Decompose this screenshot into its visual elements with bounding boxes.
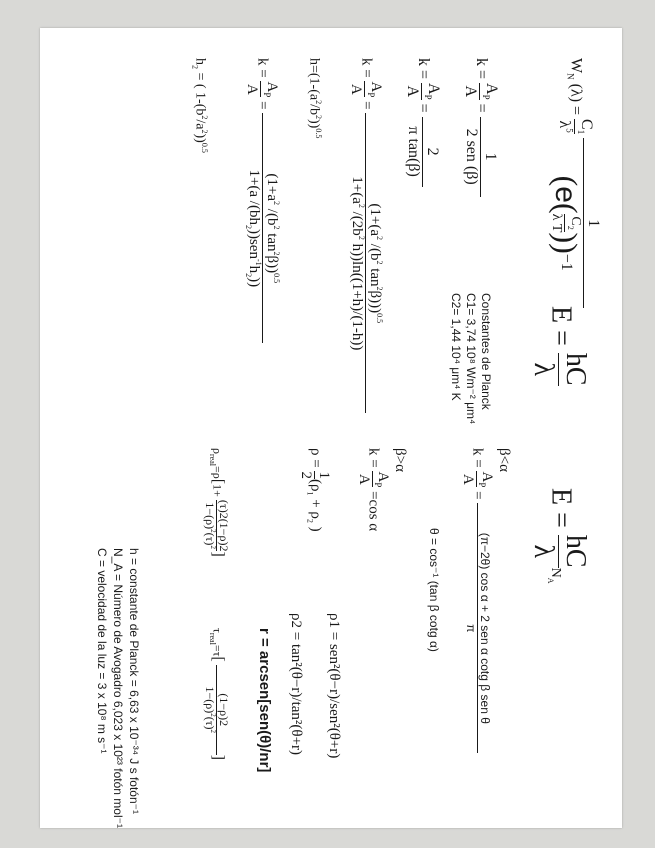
def-planck-constant: h = constante de Planck = 6,63 x 10⁻³⁴ J s fotón⁻¹ (127, 548, 141, 814)
h2-definition: $h_2$ = ( $1-(b^2/a^2))^{0.5}$ (190, 58, 209, 153)
planck-c2: C2= 1,44 10⁴ μm⁴ K (449, 293, 463, 401)
k-beta-less-alpha: β<α $k = A_P$ A = (π−2θ) cos α + 2 sen α cotg β sen θ π (459, 448, 512, 753)
planck-constants-title: Constantes de Planck (479, 293, 493, 410)
k-formula-sen: $k = A_P$ A = 1 2 sen (β) (461, 58, 500, 197)
k-beta-greater-alpha: β>α $k = A_P$ A =cos α (355, 448, 408, 532)
theta-definition: θ = cos⁻¹ (tan β cotg α) (427, 528, 441, 652)
k-formula-arcsen: $k = A_P$ $A = (1+a^2$ $/(b^2$ $\tan^2\beta))^{0.5}$ 1+(a $/(bh_2))sen^{-1}h_2$)) (244, 58, 280, 343)
refraction-formula: r = arcsen[sen(θ)/nr] (256, 628, 273, 773)
k-formula-tan: $k = A_P$ A = 2 π tan(β) (403, 58, 442, 187)
molar-energy-formula: E = hC $\lambda N_A$ (528, 488, 591, 584)
k-formula-ln: $k = A_P$ $A = (1+(a^2$ $/(b^2$ $\tan^2\beta)))^{0.5}$ $1+(a^2$ $/(2b^2$ h))ln((1+h)/(1-h)) (348, 58, 384, 413)
document-page (40, 28, 622, 828)
rho2-formula: ρ2 = tan²(θ−r)/tan²(θ+r) (288, 613, 304, 756)
planck-law-formula: $W_N$ $(\lambda) = C_1$ $\lambda^5$ 1 ($e(C_2$ λ T))−1 (548, 58, 602, 308)
planck-c1: C1= 3,74 10⁸ Wm⁻² μm⁴ (464, 293, 478, 425)
h-definition: $h=(1-(a^2/b^2))^{0.5}$ (306, 58, 323, 139)
def-avogadro: N_A = Número de Avogadro 6,023 x 10²³ fotón mol⁻¹ (111, 548, 125, 828)
rho-average-formula: ρ = 1 $2(\rho_1 + \rho_2$ ) (298, 448, 332, 532)
def-light-speed: C = velocidad de la luz = 3 x 10⁸ m s⁻¹ (95, 548, 109, 754)
rotated-formula-sheet (40, 28, 622, 828)
rho-real-formula: $\rho_{real}=\rho[1+ (\tau)2(1-\rho)2$ $1-(\rho)^2(\tau)^2$] (202, 448, 231, 557)
tau-real-formula: $\tau_{real}=\tau$[ (1−ρ)2 $1-(\rho)^2(\tau)^2$] (202, 628, 231, 761)
photon-energy-formula: E = hC λ (528, 306, 591, 386)
rho1-formula: ρ1 = sen²(θ−r)/sen²(θ+r) (326, 613, 342, 759)
